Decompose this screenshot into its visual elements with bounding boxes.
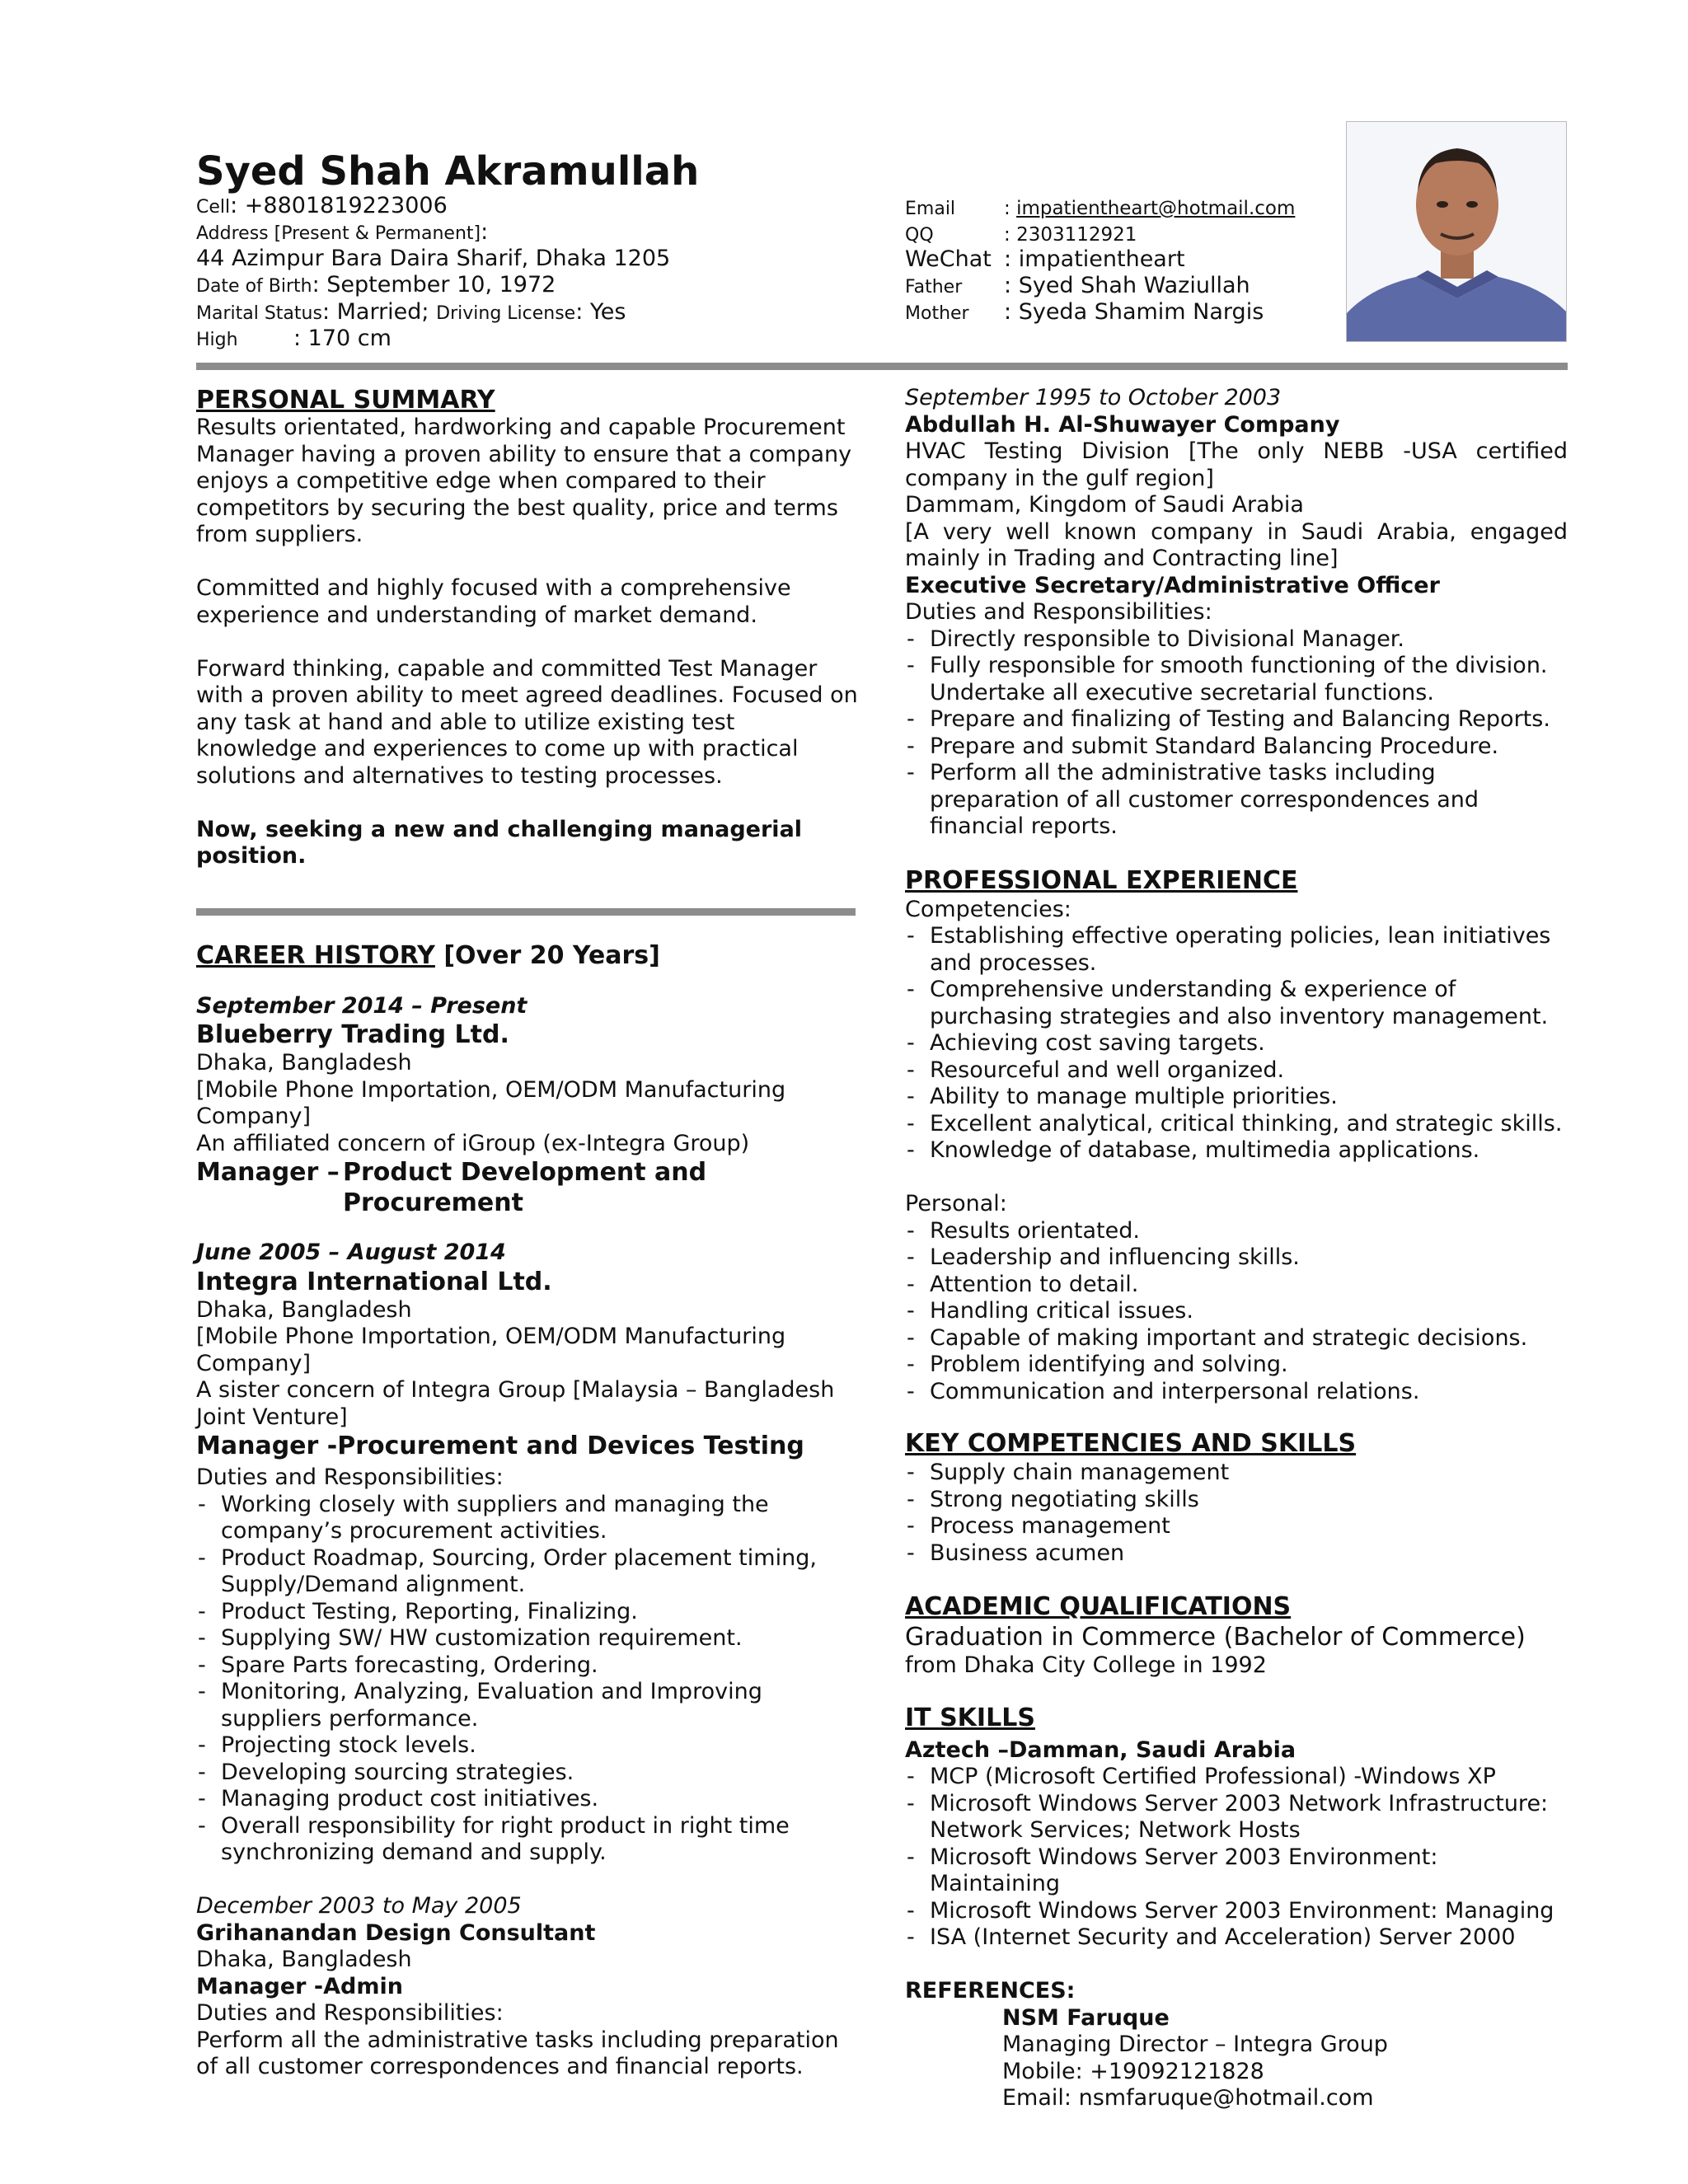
list-item: - Microsoft Windows Server 2003 Environment: Managing (905, 1898, 1568, 1925)
academic-degree: Graduation in Commerce (Bachelor of Commerce) (905, 1623, 1526, 1652)
job4-location: Dammam, Kingdom of Saudi Arabia (905, 492, 1304, 518)
job1-role-title: Product Development and Procurement (343, 1158, 707, 1217)
cell-label: Cell (196, 197, 231, 218)
job4-description: [A very well known company in Saudi Arabia, engaged mainly in Trading and Contracting line] (905, 518, 1568, 571)
list-item: - Prepare and submit Standard Balancing Procedure. (905, 733, 1568, 761)
list-item: - Spare Parts forecasting, Ordering. (196, 1652, 859, 1680)
qq-colon: : (1004, 224, 1010, 246)
reference-position: Managing Director – Integra Group (1002, 2032, 1388, 2057)
job4-company: Abdullah H. Al-Shuwayer Company (905, 411, 1340, 438)
father-line (905, 273, 1250, 302)
job2-duties-list (196, 1492, 859, 1867)
job2-location: Dhaka, Bangladesh (196, 1296, 412, 1323)
cell-value: : +8801819223006 (230, 193, 448, 218)
key-competencies-title: KEY COMPETENCIES AND SKILLS (905, 1429, 1357, 1458)
job2-role: Manager -Procurement and Devices Testing (196, 1432, 804, 1460)
it-skills-list (905, 1764, 1568, 1952)
job4-duties-list (905, 626, 1568, 841)
list-item: - Establishing effective operating policies, lean initiatives and processes. (905, 923, 1568, 977)
references-title: REFERENCES: (905, 1978, 1076, 2004)
list-item: - MCP (Microsoft Certified Professional) -Windows XP (905, 1764, 1568, 1791)
wechat-label: WeChat (905, 246, 992, 272)
dob-label: Date of Birth (196, 276, 312, 297)
father-label: Father (905, 277, 963, 298)
job4-division: HVAC Testing Division [The only NEBB -USA certified company in the gulf region] (905, 438, 1568, 491)
list-item: - Prepare and finalizing of Testing and Balancing Reports. (905, 706, 1568, 733)
list-item: - Fully responsible for smooth functioning of the division. Undertake all executive secretarial functions. (905, 653, 1568, 706)
personal-label: Personal: (905, 1191, 1007, 1216)
list-item: - Perform all the administrative tasks including preparation of all customer correspondences and financial reports. (905, 760, 1568, 841)
list-item: - Problem identifying and solving. (905, 1352, 1568, 1379)
reference-email: Email: nsmfaruque@hotmail.com (1002, 2085, 1374, 2111)
list-item: - Process management (905, 1513, 1568, 1540)
job4-role: Executive Secretary/Administrative Officer (905, 572, 1440, 598)
job3-company: Grihanandan Design Consultant (196, 1919, 596, 1946)
list-item: - Ability to manage multiple priorities. (905, 1084, 1568, 1111)
marital-value: : Married; (321, 299, 429, 325)
list-item: - Microsoft Windows Server 2003 Environment: Maintaining (905, 1844, 1568, 1898)
address-label-line (196, 219, 488, 248)
list-item: - Developing sourcing strategies. (196, 1760, 859, 1787)
professional-experience-title: PROFESSIONAL EXPERIENCE (905, 865, 1298, 895)
job3-duties-label: Duties and Responsibilities: (196, 2000, 504, 2026)
career-history-title-text: CAREER HISTORY (196, 940, 435, 970)
job4-dates: September 1995 to October 2003 (905, 385, 1282, 410)
list-item: - Product Roadmap, Sourcing, Order placement timing, Supply/Demand alignment. (196, 1545, 859, 1599)
address-colon: : (481, 219, 489, 245)
candidate-name: Syed Shah Akramullah (196, 148, 700, 194)
list-item: - Knowledge of database, multimedia applications. (905, 1137, 1568, 1165)
job1-role (196, 1157, 859, 1218)
portrait-image (1347, 122, 1567, 342)
summary-objective: Now, seeking a new and challenging managerial position. (196, 816, 803, 869)
height-label: High (196, 330, 238, 350)
job4-duties-label: Duties and Responsibilities: (905, 599, 1212, 625)
personal-summary-title: PERSONAL SUMMARY (196, 386, 495, 415)
list-item: - Working closely with suppliers and managing the company’s procurement activities. (196, 1492, 859, 1545)
wechat-value: impatientheart (1018, 246, 1185, 272)
summary-divider (196, 908, 856, 916)
email-link[interactable]: impatientheart@hotmail.com (1016, 198, 1296, 219)
wechat-colon: : (1004, 246, 1012, 272)
job1-company: Blueberry Trading Ltd. (196, 1020, 509, 1049)
career-history-years: [Over 20 Years] (434, 940, 660, 970)
job1-description: [Mobile Phone Importation, OEM/ODM Manufacturing Company] (196, 1076, 786, 1129)
job2-duties-label: Duties and Responsibilities: (196, 1465, 504, 1490)
career-history-title (196, 940, 859, 972)
job3-role: Manager -Admin (196, 1973, 403, 1999)
academic-college: from Dhaka City College in 1992 (905, 1652, 1267, 1678)
summary-paragraph-1: Results orientated, hardworking and capable Procurement Manager having a proven ability to ensure that a company enjoys a competitive edge when compared to their competitors by securing the best quality, price and terms from suppliers. (196, 415, 852, 547)
father-colon: : (1004, 273, 1012, 298)
mother-colon: : (1004, 299, 1012, 325)
list-item: - Resourceful and well organized. (905, 1057, 1568, 1085)
list-item: - Microsoft Windows Server 2003 Network Infrastructure: Network Services; Network Hosts (905, 1791, 1568, 1844)
list-item: - Comprehensive understanding & experience of purchasing strategies and also inventory management. (905, 977, 1568, 1030)
competencies-list (905, 923, 1568, 1165)
list-item: - ISA (Internet Security and Acceleration) Server 2000 (905, 1924, 1568, 1952)
list-item: - Managing product cost initiatives. (196, 1786, 859, 1813)
job2-company: Integra International Ltd. (196, 1267, 552, 1296)
qq-value: 2303112921 (1016, 224, 1137, 246)
mother-label: Mother (905, 303, 969, 324)
summary-paragraph-2: Committed and highly focused with a comprehensive experience and understanding of market demand. (196, 575, 791, 628)
list-item: - Overall responsibility for right product in right time synchronizing demand and supply. (196, 1813, 859, 1867)
father-value: Syed Shah Waziullah (1018, 273, 1250, 298)
email-colon: : (1004, 198, 1010, 219)
list-item: - Strong negotiating skills (905, 1487, 1568, 1514)
list-item: - Leadership and influencing skills. (905, 1244, 1568, 1272)
job2-description: [Mobile Phone Importation, OEM/ODM Manufacturing Company] (196, 1324, 786, 1376)
qq-line (905, 222, 1137, 250)
list-item: - Supplying SW/ HW customization requirement. (196, 1625, 859, 1652)
list-item: - Supply chain management (905, 1460, 1568, 1487)
it-skills-title: IT SKILLS (905, 1703, 1035, 1732)
list-item: - Excellent analytical, critical thinking, and strategic skills. (905, 1111, 1568, 1138)
mother-line (905, 299, 1264, 328)
list-item: - Capable of making important and strategic decisions. (905, 1325, 1568, 1352)
job3-duties-text: Perform all the administrative tasks including preparation of all customer correspondences and financial reports. (196, 2027, 839, 2079)
list-item: - Achieving cost saving targets. (905, 1030, 1568, 1057)
address-label: Address [Present & Permanent] (196, 223, 481, 244)
list-item: - Product Testing, Reporting, Finalizing. (196, 1599, 859, 1626)
dob-line (196, 272, 556, 301)
summary-paragraph-3: Forward thinking, capable and committed Test Manager with a proven ability to meet agreed deadlines. Focused on any task at hand and able to utilize existing test knowledge and experiences to come up with practical solutions and alternatives to testing processes. (196, 655, 858, 789)
list-item: - Attention to detail. (905, 1272, 1568, 1299)
marital-line (196, 299, 626, 328)
header-divider (196, 363, 1568, 370)
profile-photo (1346, 121, 1567, 342)
email-line (905, 195, 1295, 223)
job3-dates: December 2003 to May 2005 (196, 1893, 522, 1919)
list-item: - Projecting stock levels. (196, 1732, 859, 1760)
job3-location: Dhaka, Bangladesh (196, 1947, 412, 1972)
job2-affiliation: A sister concern of Integra Group [Malaysia – Bangladesh Joint Venture] (196, 1377, 835, 1430)
list-item: - Monitoring, Analyzing, Evaluation and Improving suppliers performance. (196, 1679, 859, 1732)
list-item: - Handling critical issues. (905, 1298, 1568, 1325)
driving-value: : Yes (575, 299, 626, 325)
mother-value: Syeda Shamim Nargis (1018, 299, 1264, 325)
qq-label: QQ (905, 225, 934, 246)
dob-value: : September 10, 1972 (312, 272, 556, 298)
height-value: : 170 cm (293, 326, 392, 351)
marital-label: Marital Status (196, 303, 322, 324)
competencies-label: Competencies: (905, 896, 1071, 922)
reference-name: NSM Faruque (1002, 2004, 1170, 2031)
personal-list (905, 1218, 1568, 1406)
driving-label: Driving License (436, 303, 576, 324)
job1-affiliation: An affiliated concern of iGroup (ex-Integra Group) (196, 1130, 750, 1156)
list-item: - Business acumen (905, 1540, 1568, 1568)
right-column (905, 385, 1568, 2112)
list-item: - Communication and interpersonal relations. (905, 1379, 1568, 1406)
job1-role-prefix: Manager – (196, 1158, 340, 1187)
job1-location: Dhaka, Bangladesh (196, 1050, 412, 1076)
list-item: - Results orientated. (905, 1218, 1568, 1245)
it-skills-org: Aztech –Damman, Saudi Arabia (905, 1736, 1296, 1763)
address-value: 44 Azimpur Bara Daira Sharif, Dhaka 1205 (196, 246, 671, 271)
height-line (196, 326, 392, 354)
left-column (196, 385, 859, 2081)
academic-title: ACADEMIC QUALIFICATIONS (905, 1592, 1292, 1621)
key-skills-list (905, 1460, 1568, 1567)
job2-dates: June 2005 – August 2014 (196, 1240, 506, 1265)
email-label: Email (905, 199, 956, 219)
wechat-line (905, 246, 1185, 274)
job1-dates: September 2014 – Present (196, 992, 528, 1019)
reference-mobile: Mobile: +19092121828 (1002, 2058, 1264, 2084)
cell-line (196, 193, 448, 222)
list-item: - Directly responsible to Divisional Manager. (905, 626, 1568, 654)
